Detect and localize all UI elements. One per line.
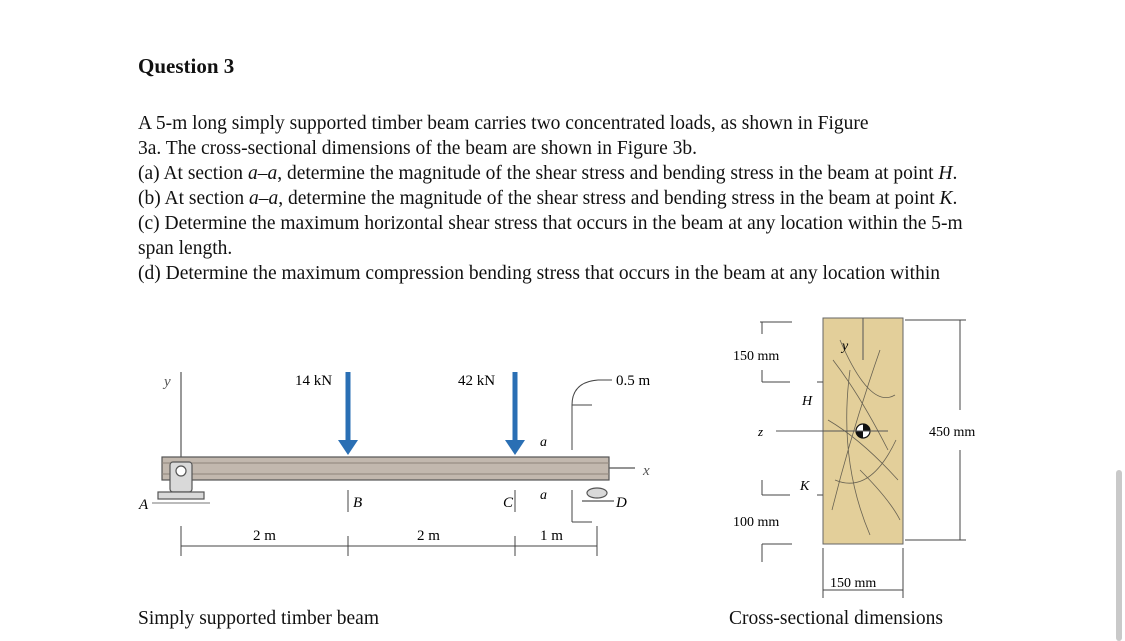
dim-1m: 1 m <box>540 528 563 544</box>
caption-beam: Simply supported timber beam <box>138 608 380 629</box>
part-c-line-1: (c) Determine the maximum horizontal shear stress that occurs in the beam at any location within the 5-m <box>138 213 963 234</box>
dim-2m-middle: 2 m <box>417 528 440 544</box>
dim-150mm-top: 150 mm <box>733 349 780 364</box>
offset-label: 0.5 m <box>616 373 651 389</box>
load-arrow-2 <box>505 440 525 455</box>
x-axis-label: x <box>643 463 650 479</box>
scrollbar[interactable] <box>1113 0 1125 641</box>
scrollbar-thumb[interactable] <box>1116 470 1122 641</box>
question-body <box>138 111 1088 286</box>
section-a-bottom: a <box>540 488 547 503</box>
beam <box>162 457 609 480</box>
question-title: Question 3 <box>138 54 235 78</box>
dim-450mm: 450 mm <box>929 425 976 440</box>
dim-2m-left: 2 m <box>253 528 276 544</box>
cross-section-figure <box>720 300 1020 641</box>
beam-figure <box>0 300 700 641</box>
offset-leader <box>572 380 598 405</box>
paragraph-line-2: 3a. The cross-sectional dimensions of the beam are shown in Figure 3b. <box>138 138 698 159</box>
load-arrow-1 <box>338 440 358 455</box>
label-k: K <box>800 479 810 494</box>
part-d: (d) Determine the maximum compression bending stress that occurs in the beam at any location within <box>138 263 941 284</box>
section-a-top: a <box>540 435 547 450</box>
paragraph-line-1: A 5-m long simply supported timber beam carries two concentrated loads, as shown in Figure <box>138 113 869 134</box>
y-axis-label: y <box>164 374 171 390</box>
part-c-line-2: span length. <box>138 238 233 259</box>
part-a: (a) At section a–a, determine the magnitude of the shear stress and bending stress in the beam at point H. <box>138 163 958 184</box>
dim-100mm-bottom: 100 mm <box>733 515 780 530</box>
part-b: (b) At section a–a, determine the magnitude of the shear stress and bending stress in the beam at point K. <box>138 188 958 209</box>
z-axis-label: z <box>758 424 764 439</box>
label-b: B <box>353 495 363 511</box>
label-h: H <box>802 394 813 409</box>
label-d-support: D <box>616 495 627 511</box>
roller-support-d <box>582 488 614 501</box>
section-y-label: y <box>842 339 849 354</box>
label-c: C <box>503 495 514 511</box>
load-1-label: 14 kN <box>295 373 333 389</box>
load-2-label: 42 kN <box>458 373 496 389</box>
label-a-support: A <box>139 497 149 513</box>
caption-cross-section: Cross-sectional dimensions <box>729 608 943 629</box>
dim-150mm-width: 150 mm <box>830 576 877 591</box>
